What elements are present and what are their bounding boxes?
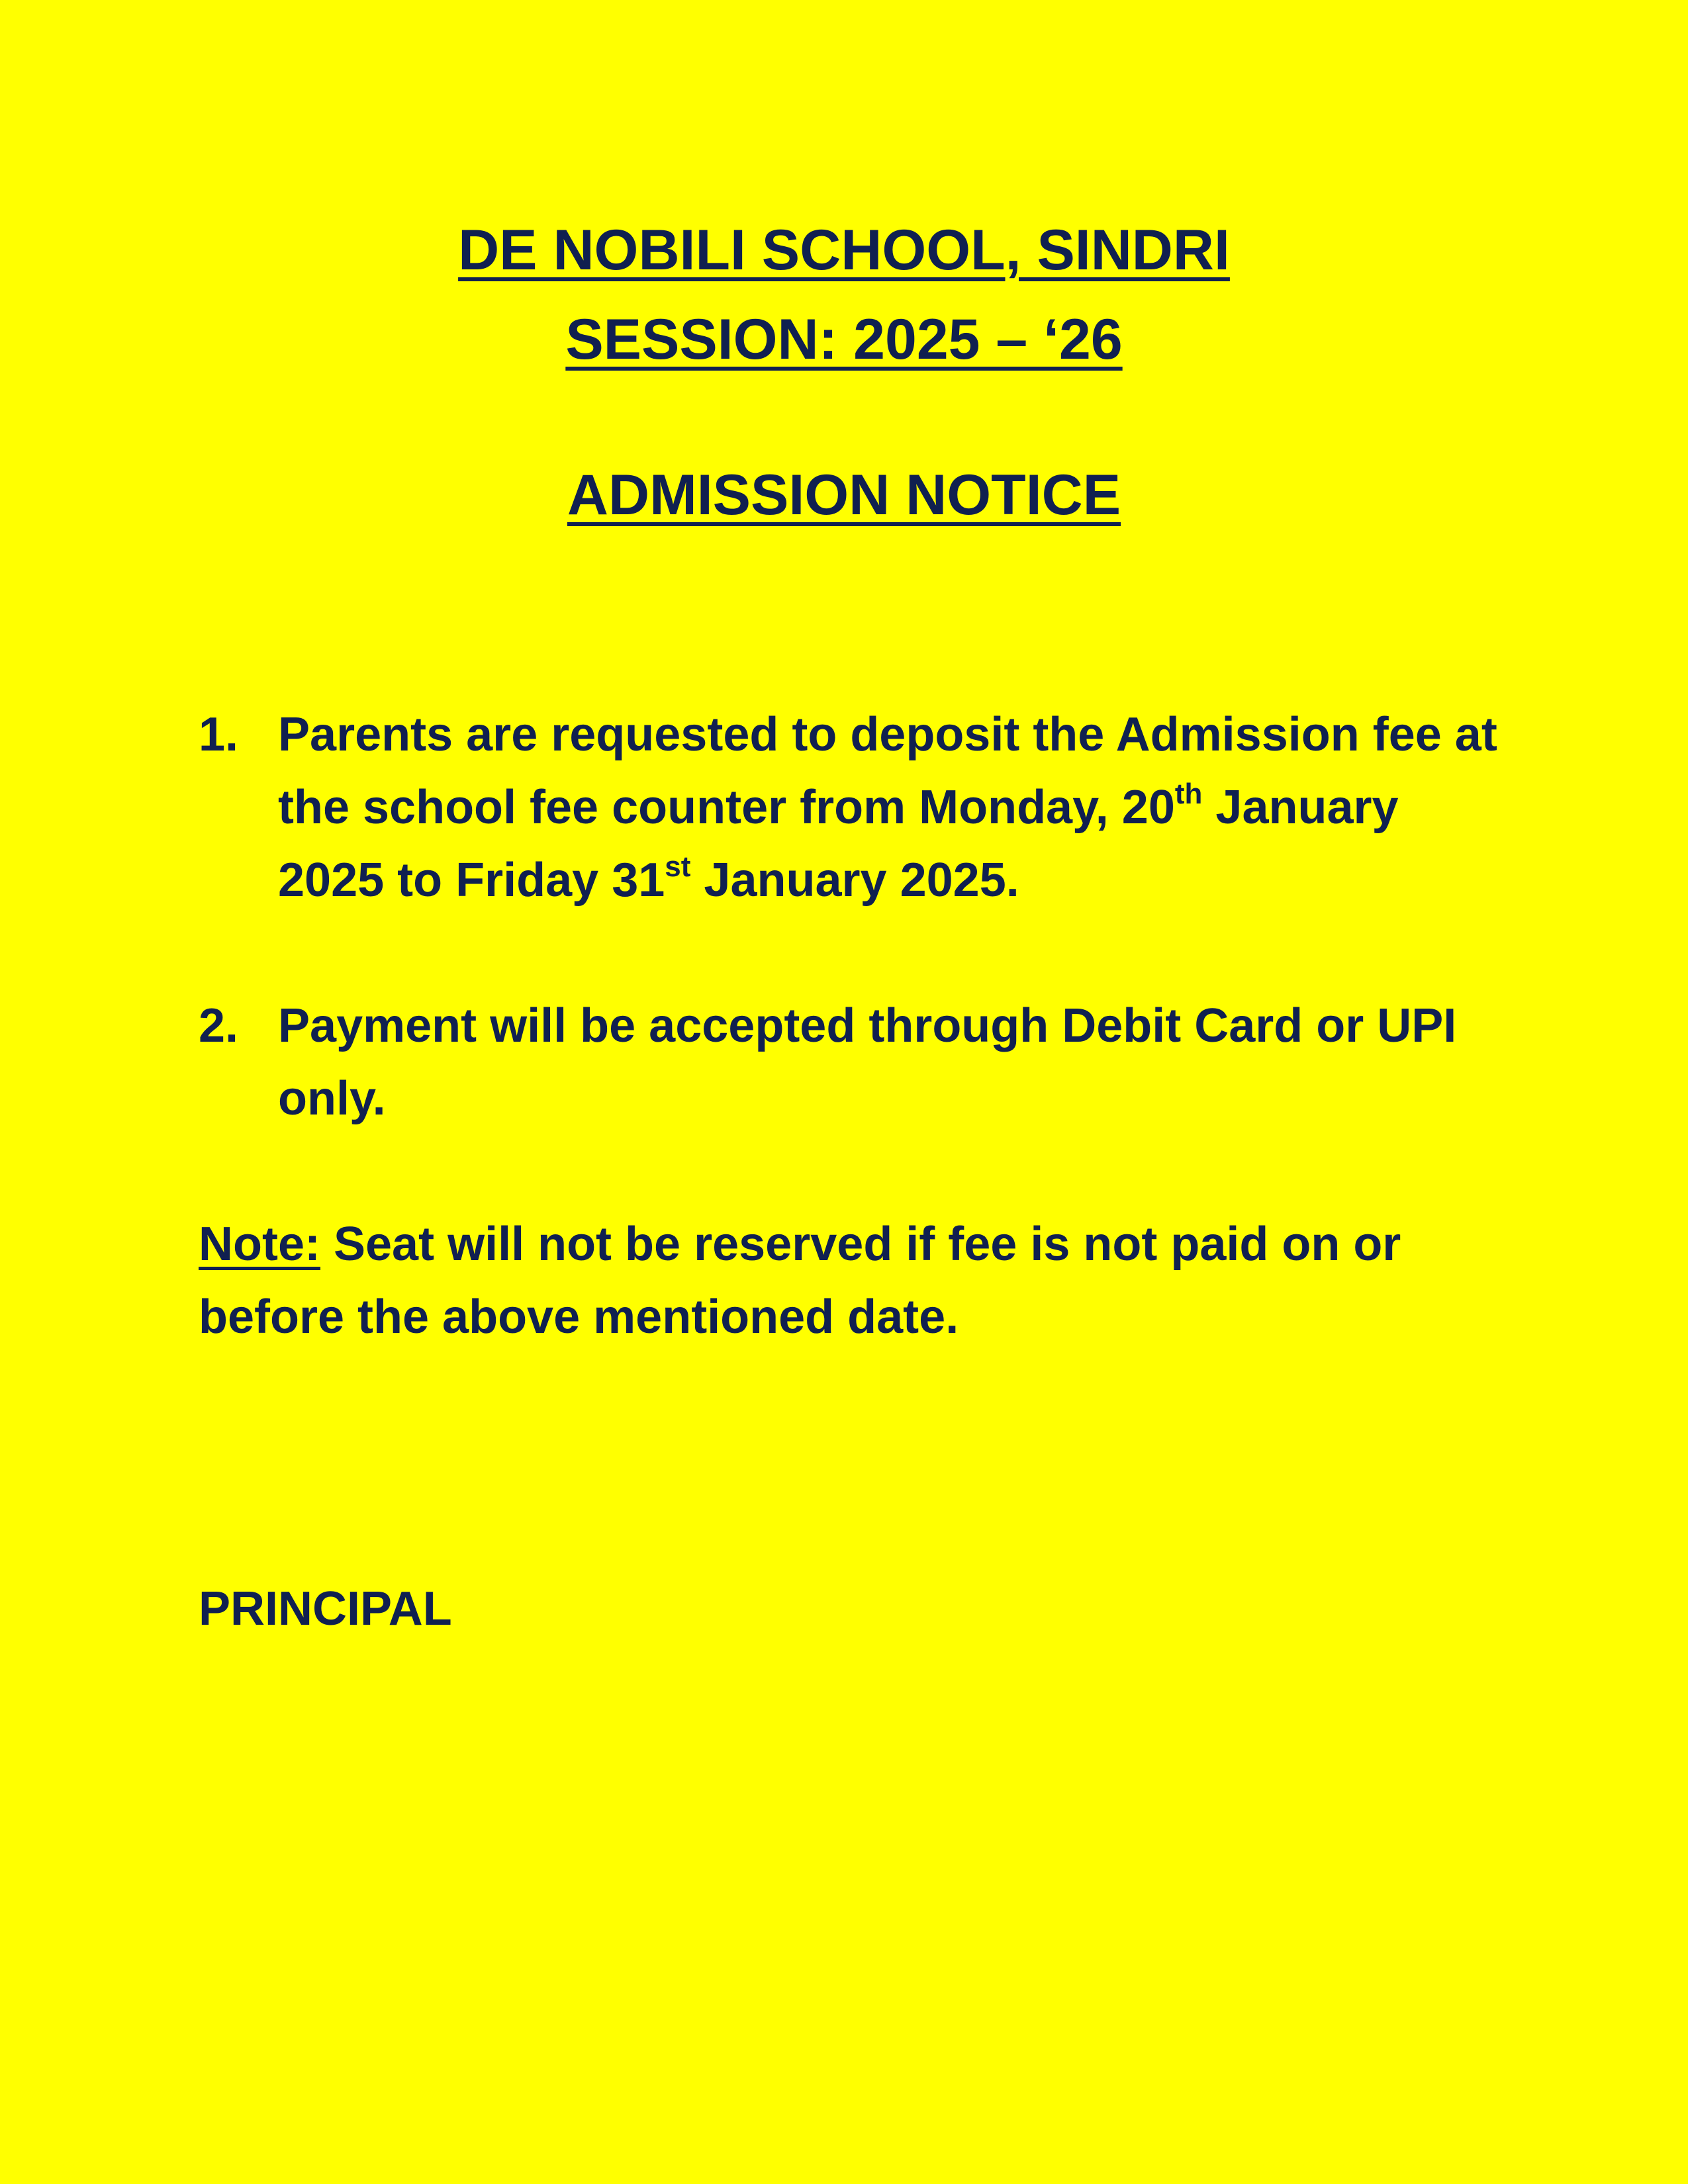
note-paragraph: [199, 1208, 1496, 1353]
ordinal-suffix: th: [1174, 778, 1203, 810]
list-item-text-part: January 2025.: [690, 854, 1019, 907]
school-name-text: DE NOBILI SCHOOL, SINDRI: [458, 218, 1230, 282]
notice-title-text: ADMISSION NOTICE: [567, 463, 1121, 527]
list-item-text: [278, 698, 1503, 917]
list-item-text-part: January 2025 to Friday 31: [278, 781, 1399, 907]
ordinal-suffix: st: [665, 850, 691, 883]
notice-title: [0, 463, 1688, 527]
list-item-text: Payment will be accepted through Debit Card or UPI only.: [278, 999, 1457, 1125]
list-item-number: 2.: [199, 999, 239, 1052]
session-text: SESSION: 2025 – ‘26: [565, 308, 1123, 371]
list-item-number: 1.: [199, 708, 239, 761]
list-item-text-part: Parents are requested to deposit the Admission fee at the school fee counter from Monday, 20: [278, 708, 1497, 834]
note-text: Seat will not be reserved if fee is not paid on or before the above mentioned date.: [199, 1218, 1401, 1343]
principal-signature: PRINCIPAL: [199, 1582, 452, 1635]
note-label: Note:: [199, 1218, 320, 1271]
session-heading: [0, 308, 1688, 371]
school-name: [0, 218, 1688, 282]
